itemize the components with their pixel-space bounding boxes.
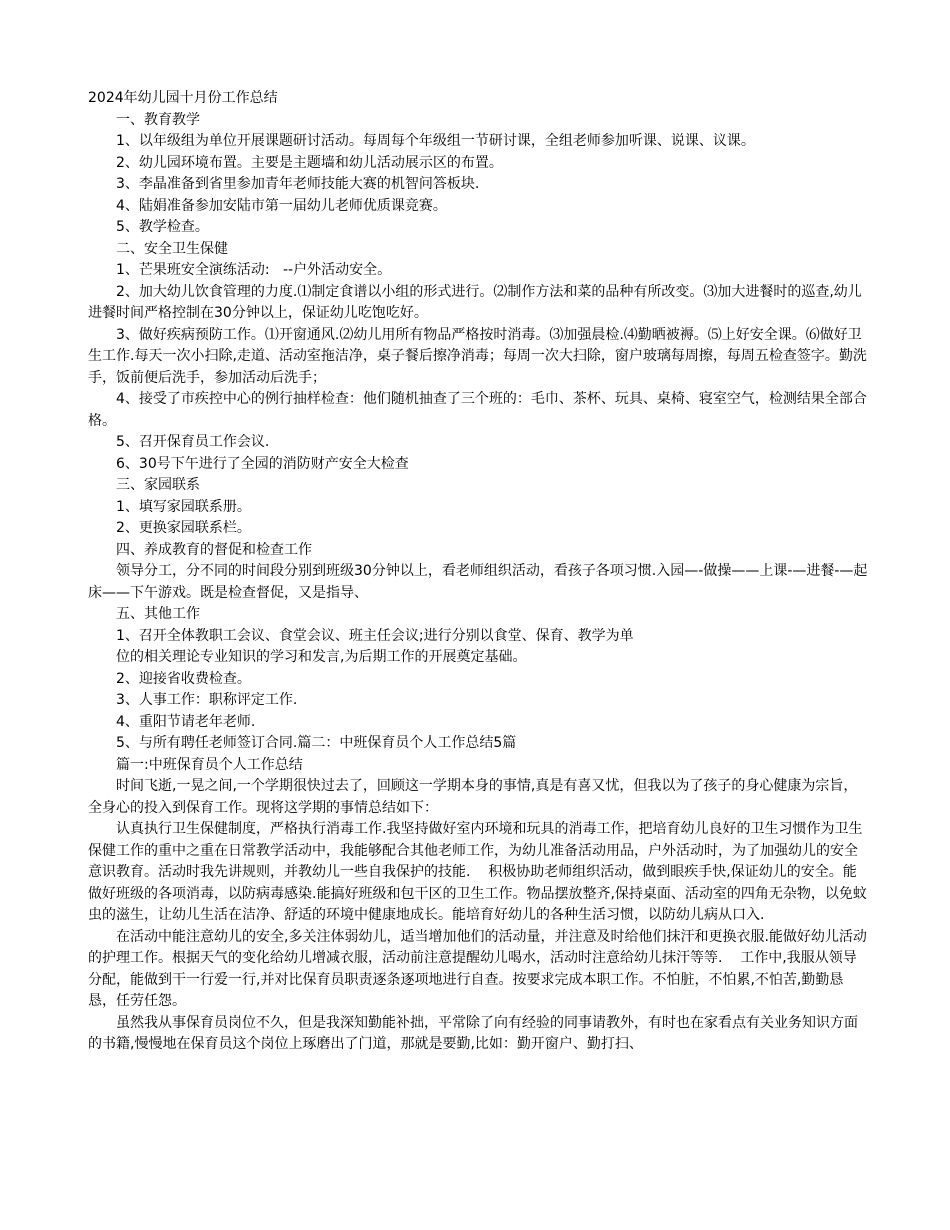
paragraph-list — [88, 110, 868, 1056]
document-title: 2024年幼儿园十月份工作总结 — [88, 90, 278, 106]
paragraph: 4、陆娟准备参加安陆市第一届幼儿老师优质课竞赛。 — [116, 197, 447, 214]
paragraph: 3、人事工作：职称评定工作. — [116, 692, 298, 708]
paragraph: 2、加大幼儿饮食管理的力度.⑴制定食谱以小组的形式进行。⑵制作方法和菜的品种有所改变。⑶加大进餐时的巡查,幼儿进餐时间严格控制在30分钟以上，保证幼儿吃饱吃好。 — [88, 283, 862, 321]
paragraph: 5、教学检查。 — [116, 219, 209, 235]
paragraph: 在活动中能注意幼儿的安全,多关注体弱幼儿，适当增加他们的活动量，并注意及时给他们抹汗和更换衣服.能做好幼儿活动的护理工作。根据天气的变化给幼儿增减衣服，活动前注意提醒幼儿喝水，活动时注意给幼儿抹汗等等. 工作中,我服从领导分配，能做到干一行爱一行,并对比保育员职责逐条逐项地进行自查。按要求完成本职工作。不怕脏，不怕累,不怕苦,勤勤恳恳，任劳任怨。 — [88, 928, 867, 1009]
paragraph: 五、其他工作 — [116, 606, 200, 622]
document-body — [88, 88, 868, 1056]
paragraph: 时间飞逝,一晃之间,一个学期很快过去了，回顾这一学期本身的事情,真是有喜又忧，但我以为了孩子的身心健康为宗旨，全身心的投入到保育工作。现将这学期的事情总结如下： — [88, 778, 858, 816]
paragraph: 1、填写家园联系册。 — [116, 498, 251, 515]
paragraph: 篇一:中班保育员个人工作总结 — [116, 756, 303, 773]
paragraph: 三、家园联系 — [116, 477, 200, 493]
paragraph: 一、教育教学 — [116, 111, 200, 128]
paragraph: 5、召开保育员工作会议. — [116, 434, 270, 450]
paragraph: 二、安全卫生保健 — [116, 240, 228, 257]
paragraph: 3、李晶准备到省里参加青年老师技能大赛的机智问答板块. — [116, 176, 480, 192]
paragraph: 4、接受了市疾控中心的例行抽样检查：他们随机抽查了三个班的：毛巾、茶杯、玩具、桌椅、寝室空气，检测结果全部合格。 — [88, 391, 867, 429]
paragraph: 4、重阳节请老年老师. — [116, 713, 256, 730]
paragraph: 1、以年级组为单位开展课题研讨活动。每周每个年级组一节研讨课，全组老师参加听课、说课、议课。 — [116, 133, 755, 149]
paragraph: 虽然我从事保育员岗位不久，但是我深知勤能补拙，平常除了向有经验的同事请教外，有时也在家看点有关业务知识方面的书籍,慢慢地在保育员这个岗位上琢磨出了门道，那就是要勤,比如：勤开窗户、勤打扫、 — [88, 1014, 858, 1052]
paragraph: 1、芒果班安全演练活动: --户外活动安全。 — [116, 262, 392, 278]
paragraph: 1、召开全体教职工会议、食堂会议、班主任会议;进行分别以食堂、保育、教学为单 — [116, 627, 634, 644]
paragraph: 领导分工，分不同的时间段分别到班级30分钟以上，看老师组织活动，看孩子各项习惯.入园—-做操——上课-—进餐-—起床——下午游戏。既是检查督促，又是指导、 — [88, 563, 868, 601]
paragraph: 2、幼儿园环境布置。主要是主题墙和幼儿活动展示区的布置。 — [116, 154, 503, 171]
paragraph: 位的相关理论专业知识的学习和发言,为后期工作的开展奠定基础。 — [116, 649, 527, 665]
paragraph: 5、与所有聘任老师签订合同.篇二：中班保育员个人工作总结5篇 — [116, 735, 517, 751]
paragraph: 认真执行卫生保健制度，严格执行消毒工作.我坚持做好室内环境和玩具的消毒工作，把培育幼儿良好的卫生习惯作为卫生保健工作的重中之重在日常教学活动中，我能够配合其他老师工作，为幼儿准备活动用品，户外活动时，为了加强幼儿的安全意识教育。活动时我先讲规则，并教幼儿一些自我保护的技能. 积极协助老师组织活动，做到眼疾手快,保证幼儿的安全。能做好班级的各项消毒，以防病毒感染.能搞好班级和包干区的卫生工作。物品摆放整齐,保持桌面、活动室的四角无杂物，以免蚊虫的滋生，让幼儿生活在洁净、舒适的环境中健康地成长。能培育好幼儿的各种生活习惯，以防幼儿病从口入. — [88, 821, 867, 923]
paragraph: 2、更换家园联系栏。 — [116, 520, 251, 536]
paragraph: 2、迎接省收费检查。 — [116, 670, 251, 687]
paragraph: 6、30号下午进行了全园的消防财产安全大检查 — [116, 455, 409, 472]
paragraph: 四、养成教育的督促和检查工作 — [116, 541, 312, 558]
paragraph: 3、做好疾病预防工作。⑴开窗通风.⑵幼儿用所有物品严格按时消毒。⑶加强晨检.⑷勤晒被褥。⑸上好安全课。⑹做好卫生工作.每天一次小扫除,走道、活动室拖洁净，桌子餐后擦净消毒；每周一次大扫除，窗户玻璃每周擦，每周五检查签字。勤洗手，饭前便后洗手，参加活动后洗手； — [88, 326, 867, 386]
